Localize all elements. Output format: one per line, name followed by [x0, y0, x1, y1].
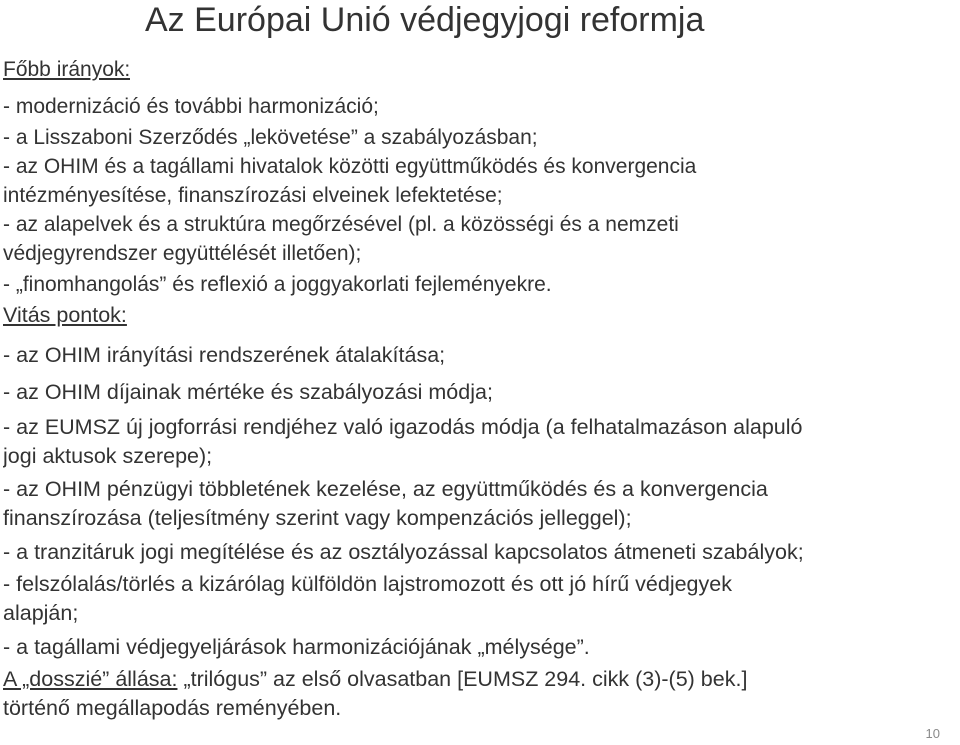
dossier-label: A „dosszié” állása: [3, 667, 178, 691]
list-item: - az OHIM pénzügyi többletének kezelése, az együttműködés és a konvergencia [3, 477, 768, 501]
disputed-heading: Vitás pontok: [3, 303, 127, 327]
list-item: finanszírozása (teljesítmény szerint vagy kompenzációs jelleggel); [3, 506, 632, 530]
list-item: intézményesítése, finanszírozási elveinek lefektetése; [3, 184, 503, 207]
dossier-text-1: „trilógus” az első olvasatban [EUMSZ 294. cikk (3)-(5) bek.] [177, 667, 748, 691]
list-item: - a Lisszaboni Szerződés „lekövetése” a szabályozásban; [3, 126, 538, 149]
main-items-list [3, 91, 958, 300]
list-item: - a tagállami védjegyeljárások harmonizációjának „mélysége”. [3, 635, 590, 659]
list-item: - az OHIM és a tagállami hivatalok közötti együttműködés és konvergencia [3, 155, 697, 178]
list-item: - „finomhangolás” és reflexió a joggyakorlati fejleményekre. [3, 273, 552, 296]
list-item: - az OHIM díjainak mértéke és szabályozási módja; [3, 380, 493, 404]
main-heading: Főbb irányok: [3, 58, 131, 81]
list-item: - az OHIM irányítási rendszerének átalakítása; [3, 343, 446, 367]
list-item: - az alapelvek és a struktúra megőrzésével (pl. a közösségi és a nemzeti [3, 213, 679, 236]
list-item: - a tranzitáruk jogi megítélése és az osztályozással kapcsolatos átmeneti szabályok; [3, 540, 804, 564]
dossier-line-2: történő megállapodás reményében. [3, 696, 342, 720]
slide-body [3, 54, 958, 724]
list-item: - modernizáció és további harmonizáció; [3, 95, 379, 118]
list-item: - felszólalás/törlés a kizárólag külföldön lajstromozott és ott jó hírű védjegyek [3, 572, 732, 596]
list-item: - az EUMSZ új jogforrási rendjéhez való igazodás módja (a felhatalmazáson alapuló [3, 415, 803, 439]
list-item: védjegyrendszer együttélését illetően); [3, 242, 362, 265]
list-item: jogi aktusok szerepe); [3, 444, 213, 468]
disputed-items-list [3, 340, 958, 663]
slide-title: Az Európai Unió védjegyjogi reformja [145, 1, 705, 39]
list-item: alapján; [3, 601, 79, 625]
dossier-line [3, 666, 958, 693]
page-number: 10 [925, 726, 940, 741]
